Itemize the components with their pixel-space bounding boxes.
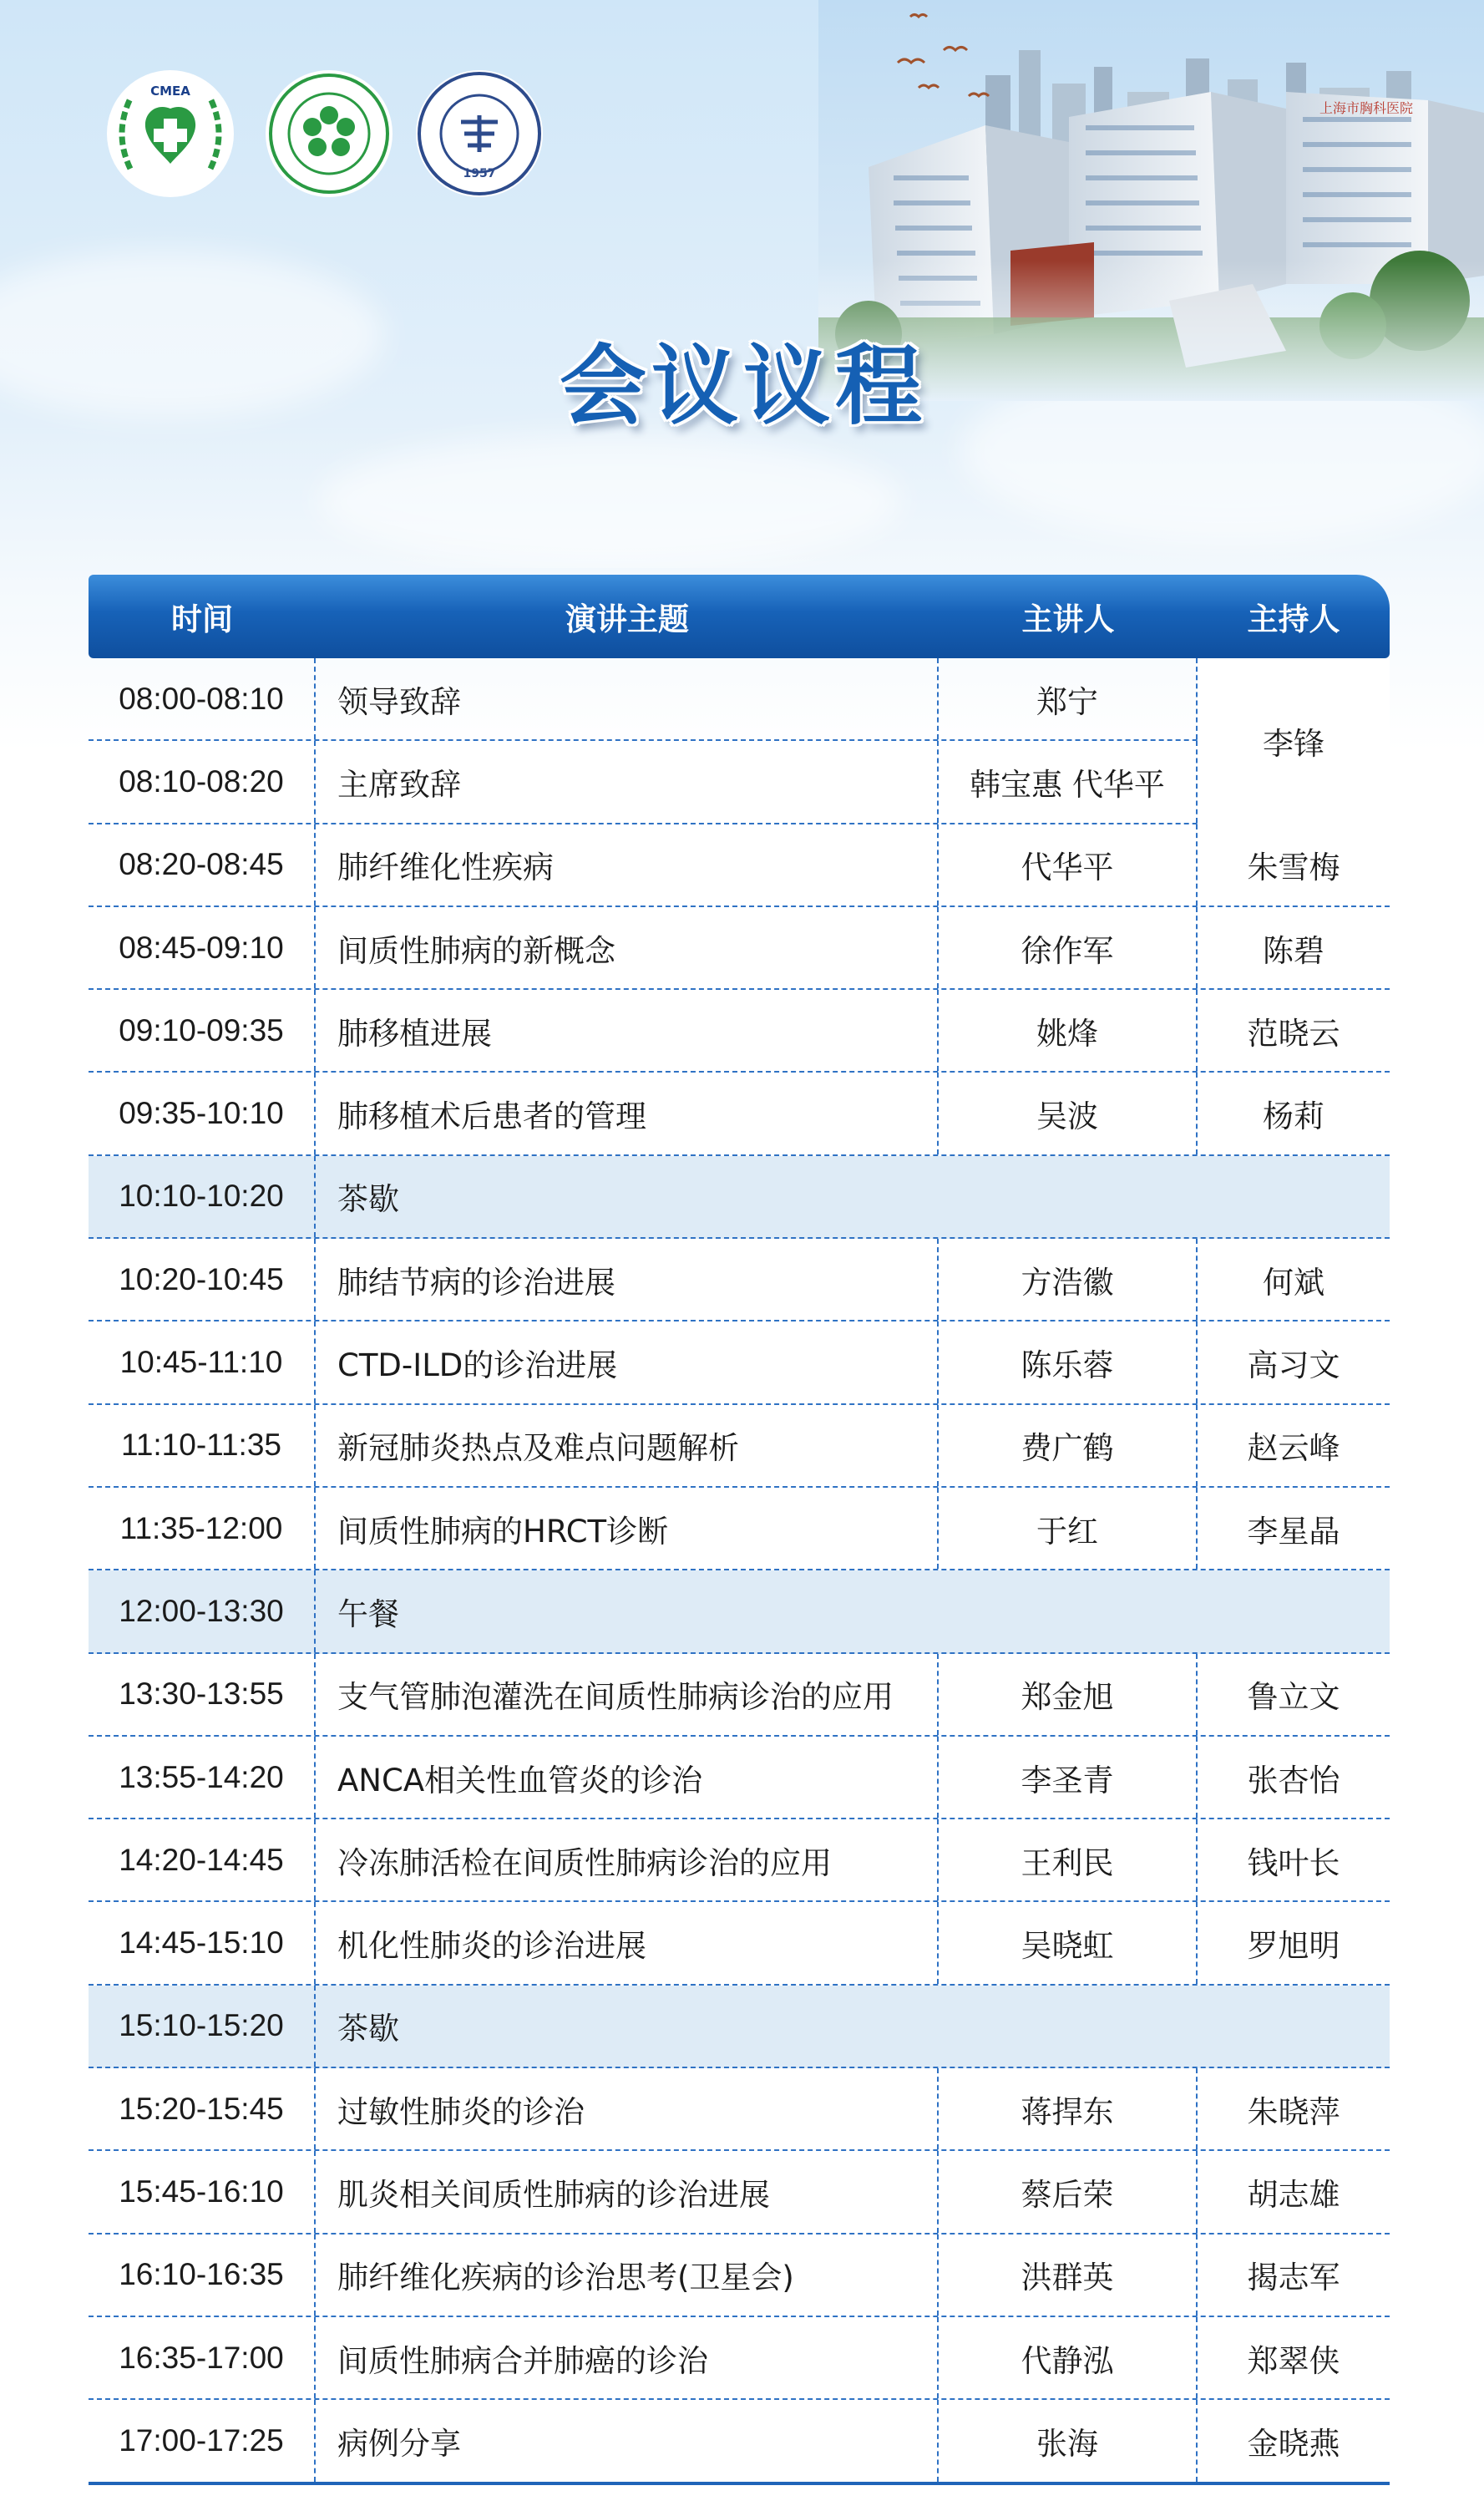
speaker-cell: 韩宝惠 代华平 [939,741,1198,822]
time-cell: 17:00-17:25 [89,2400,316,2481]
topic-cell: 肺结节病的诊治进展 [316,1239,939,1320]
host-cell: 赵云峰 [1247,1430,1340,1467]
time-cell: 10:10-10:20 [89,1156,316,1237]
shanghai-chest-hospital-logo [414,68,544,199]
svg-text:1957: 1957 [463,167,496,180]
time-cell: 14:20-14:45 [89,1819,316,1900]
topic-cell: 主席致辞 [316,741,939,822]
topic-cell: 机化性肺炎的诊治进展 [316,1902,939,1983]
speaker-cell: 蒋捍东 [939,2068,1198,2149]
time-cell: 13:30-13:55 [89,1654,316,1735]
speaker-cell: 代静泓 [939,2317,1198,2398]
table-row [89,2068,1390,2151]
time-cell: 09:10-09:35 [89,990,316,1071]
host-cell: 朱晓萍 [1247,2093,1340,2130]
speaker-cell: 费广鹤 [939,1405,1198,1486]
host-cell-merged: 李锋 [1198,658,1390,824]
break-row [89,1986,1390,2068]
time-cell: 15:10-15:20 [89,1986,316,2067]
table-row [89,741,1390,824]
table-row [89,907,1390,990]
speaker-cell: 姚烽 [939,990,1198,1071]
host-cell: 郑翠侠 [1247,2342,1340,2379]
host-cell: 高习文 [1247,1347,1340,1384]
speaker-cell: 吴波 [939,1073,1198,1154]
table-row [89,2400,1390,2483]
agenda-table [89,575,1390,2483]
topic-cell: 间质性肺病的HRCT诊断 [316,1488,939,1569]
table-row [89,658,1390,741]
host-cell: 范晓云 [1247,1015,1340,1052]
break-row [89,1570,1390,1653]
table-row [89,1819,1390,1902]
time-cell: 16:35-17:00 [89,2317,316,2398]
table-row [89,2235,1390,2317]
time-cell: 11:35-12:00 [89,1488,316,1569]
time-cell: 09:35-10:10 [89,1073,316,1154]
break-row [89,1156,1390,1239]
table-row [89,1405,1390,1488]
topic-cell: 过敏性肺炎的诊治 [316,2068,939,2149]
table-row [89,1073,1390,1155]
topic-cell: 肺移植术后患者的管理 [316,1073,939,1154]
host-cell: 杨莉 [1263,1098,1324,1135]
time-cell: 08:00-08:10 [89,658,316,739]
time-cell: 10:45-11:10 [89,1321,316,1403]
time-cell: 14:45-15:10 [89,1902,316,1983]
topic-cell: 间质性肺病合并肺癌的诊治 [316,2317,939,2398]
header-time: 时间 [171,601,233,637]
host-cell: 胡志雄 [1247,2176,1340,2213]
header-host: 主持人 [1247,601,1340,637]
header-topic: 演讲主题 [565,601,689,637]
table-row [89,1737,1390,1819]
topic-cell: 茶歇 [337,1181,399,1218]
host-cell: 金晓燕 [1247,2425,1340,2462]
topic-cell: 新冠肺炎热点及难点问题解析 [316,1405,939,1486]
host-cell: 钱叶长 [1247,1844,1340,1881]
header-speaker: 主讲人 [1021,601,1115,637]
speaker-cell: 于红 [939,1488,1198,1569]
speaker-cell: 洪群英 [939,2235,1198,2316]
speaker-cell: 蔡后荣 [939,2151,1198,2232]
table-row [89,1902,1390,1985]
speaker-cell: 徐作军 [939,907,1198,988]
time-cell: 08:10-08:20 [89,741,316,822]
speaker-cell: 王利民 [939,1819,1198,1900]
page-title: 会议议程 [559,335,927,437]
cloud-decoration [317,434,902,568]
time-cell: 11:10-11:35 [89,1405,316,1486]
table-row [89,1488,1390,1570]
topic-cell: ANCA相关性血管炎的诊治 [316,1737,939,1818]
host-cell: 张杏怡 [1247,1762,1340,1798]
speaker-cell: 陈乐蓉 [939,1321,1198,1403]
time-cell: 13:55-14:20 [89,1737,316,1818]
host-cell: 罗旭明 [1247,1928,1340,1965]
health-association-logo [264,68,394,199]
host-cell: 李星晶 [1247,1513,1340,1550]
topic-cell: 间质性肺病的新概念 [316,907,939,988]
speaker-cell: 张海 [939,2400,1198,2481]
speaker-cell: 郑宁 [939,658,1198,739]
header-banner [0,0,1484,568]
table-row [89,1654,1390,1737]
topic-cell: 茶歇 [337,2011,399,2047]
topic-cell: 冷冻肺活检在间质性肺病诊治的应用 [316,1819,939,1900]
table-row [89,1321,1390,1404]
host-cell: 鲁立文 [1247,1679,1340,1716]
time-cell: 08:45-09:10 [89,907,316,988]
time-cell: 16:10-16:35 [89,2235,316,2316]
host-cell: 揭志军 [1247,2260,1340,2296]
time-cell: 15:20-15:45 [89,2068,316,2149]
speaker-cell: 代华平 [939,824,1198,905]
topic-cell: 肺纤维化性疾病 [316,824,939,905]
table-row [89,824,1390,907]
topic-cell: 病例分享 [316,2400,939,2481]
time-cell: 12:00-13:30 [89,1570,316,1651]
cloud-decoration [0,251,384,418]
speaker-cell: 李圣青 [939,1737,1198,1818]
topic-cell: 领导致辞 [316,658,939,739]
speaker-cell: 郑金旭 [939,1654,1198,1735]
host-cell: 陈碧 [1263,932,1324,969]
topic-cell: CTD-ILD的诊治进展 [316,1321,939,1403]
time-cell: 10:20-10:45 [89,1239,316,1320]
logo-text: CMEA [150,84,190,99]
table-row [89,990,1390,1073]
table-bottom-border [89,2482,1390,2485]
speaker-cell: 吴晓虹 [939,1902,1198,1983]
topic-cell: 支气管肺泡灌洗在间质性肺病诊治的应用 [316,1654,939,1735]
table-row [89,2317,1390,2400]
topic-cell: 肌炎相关间质性肺病的诊治进展 [316,2151,939,2232]
time-cell: 15:45-16:10 [89,2151,316,2232]
topic-cell: 肺移植进展 [316,990,939,1071]
host-cell: 何斌 [1263,1264,1324,1301]
speaker-cell: 方浩徽 [939,1239,1198,1320]
time-cell: 08:20-08:45 [89,824,316,905]
topic-cell: 午餐 [337,1595,399,1632]
cmea-logo [105,68,236,199]
topic-cell: 肺纤维化疾病的诊治思考(卫星会) [316,2235,939,2316]
host-cell: 朱雪梅 [1247,850,1340,886]
table-row [89,1239,1390,1321]
table-body [89,658,1390,2483]
table-row [89,2151,1390,2234]
table-header [89,575,1390,658]
